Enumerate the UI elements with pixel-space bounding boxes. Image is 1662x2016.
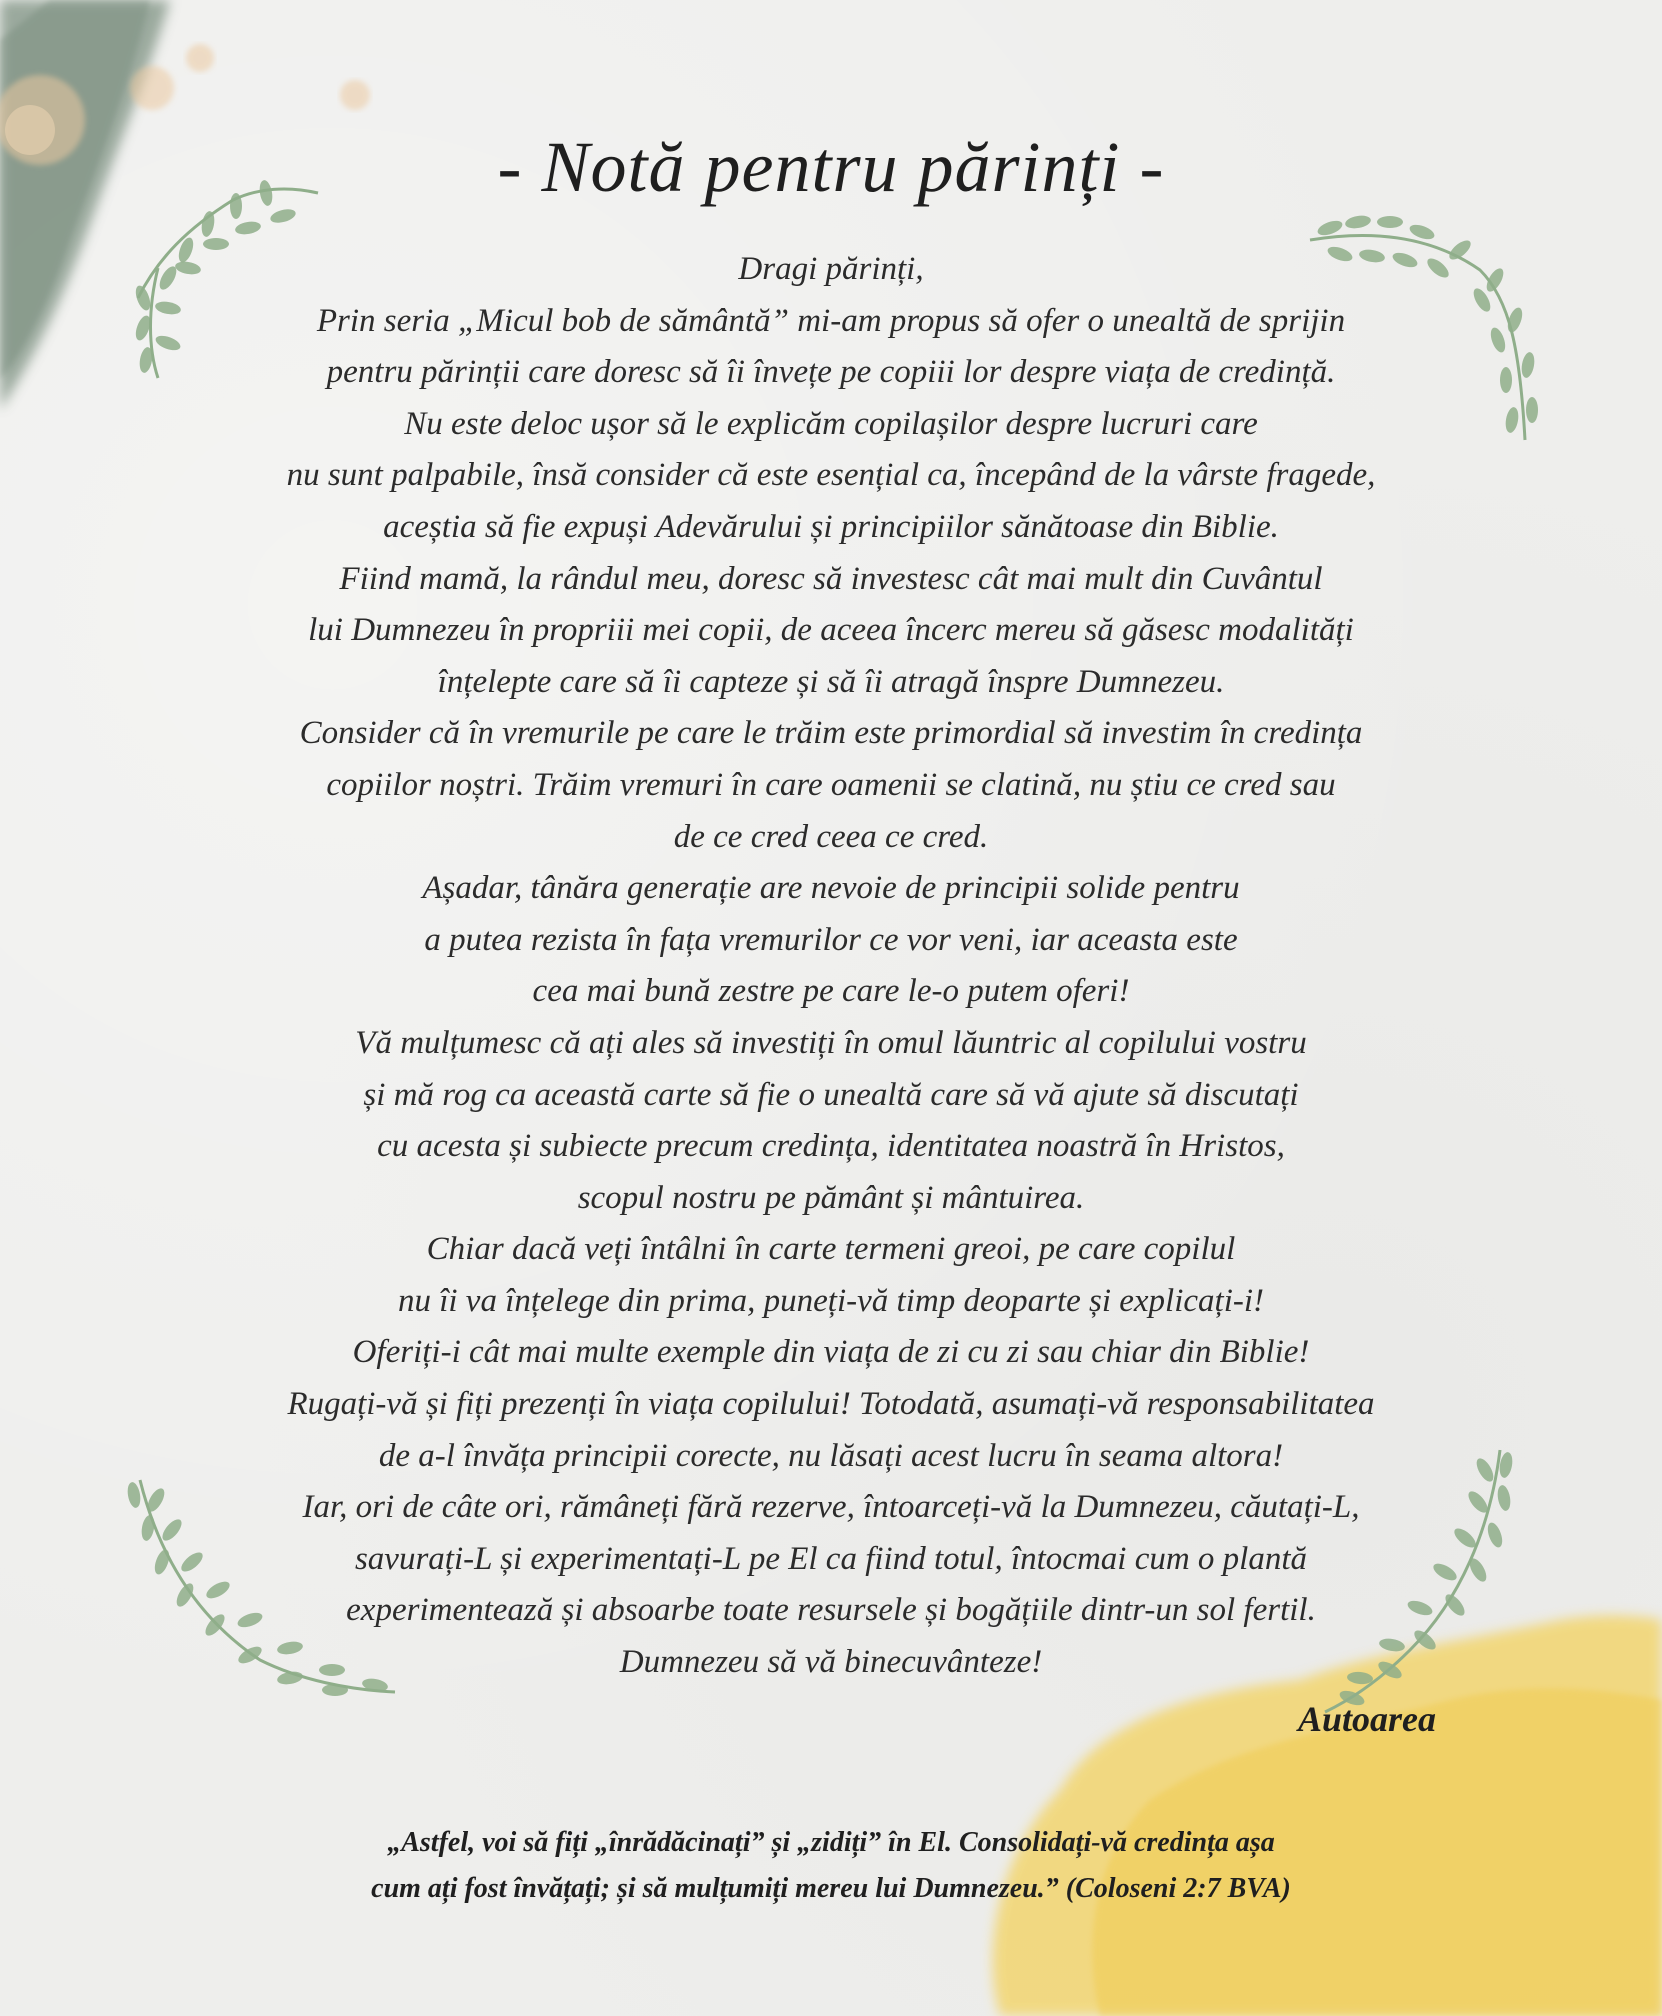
letter-line: Consider că în vremurile pe care le trăim este primordial să investim în credința (299, 715, 1363, 752)
letter-line: Iar, ori de câte ori, rămâneți fără rezerve, întoarceți-vă la Dumnezeu, căutați-L, (302, 1489, 1360, 1526)
letter-line: Dumnezeu să vă binecuvânteze! (619, 1644, 1043, 1681)
letter-line: nu îi va înțelege din prima, puneți-vă timp deoparte și explicați-i! (397, 1282, 1265, 1319)
letter-line: Chiar dacă veți întâlni în carte termeni greoi, pe care copilul (426, 1231, 1236, 1268)
letter-line: experimentează și absoarbe toate resursele și bogățiile dintr-un sol fertil. (346, 1592, 1316, 1629)
letter-line: lui Dumnezeu în propriii mei copii, de aceea încerc mereu să găsesc modalități (308, 612, 1354, 649)
page-title: - Notă pentru părinți - (497, 127, 1165, 207)
letter-line: Rugați-vă și fiți prezenți în viața copilului! Totodată, asumați-vă responsabilitatea (287, 1386, 1375, 1423)
letter-line: cu acesta și subiecte precum credința, identitatea noastră în Hristos, (377, 1128, 1285, 1165)
letter-line: Fiind mamă, la rândul meu, doresc să investesc cât mai mult din Cuvântul (339, 560, 1323, 597)
letter-line: pentru părinții care doresc să îi învețe pe copiii lor despre viața de credință. (326, 354, 1336, 391)
letter-line: de ce cred ceea ce cred. (673, 818, 989, 855)
letter-line: copiilor noștri. Trăim vremuri în care oamenii se clatină, nu știu ce cred sau (326, 766, 1336, 803)
letter-line: și mă rog ca această carte să fie o unealtă care să vă ajute să discutați (363, 1076, 1299, 1113)
letter-line: Vă mulțumesc că ați ales să investiți în omul lăuntric al copilului vostru (355, 1024, 1307, 1061)
letter-line: Așadar, tânăra generație are nevoie de principii solide pentru (422, 870, 1240, 907)
letter-line: a putea rezista în fața vremurilor ce vor veni, iar aceasta este (424, 921, 1238, 958)
letter-line: Prin seria „Micul bob de sământă” mi-am propus să ofer o unealtă de sprijin (316, 302, 1346, 339)
letter-body (150, 244, 1512, 1689)
signature: Autoarea (1297, 1699, 1436, 1739)
letter-line: aceștia să fie expuși Adevărului și principiilor sănătoase din Biblie. (383, 508, 1279, 545)
bible-quote (0, 1820, 1662, 1912)
letter-line: scopul nostru pe pământ și mântuirea. (577, 1179, 1085, 1216)
quote-line: „Astfel, voi să fiți „înrădăcinați” și „zidiți” în El. Consolidați-vă credința așa (387, 1827, 1275, 1858)
letter-line: de a-l învăța principii corecte, nu lăsați acest lucru în seama altora! (378, 1437, 1284, 1474)
quote-line: cum ați fost învățați; și să mulțumiți mereu lui Dumnezeu.” (Coloseni 2:7 BVA) (371, 1873, 1291, 1904)
letter-line: înțelepte care să îi capteze și să îi atragă înspre Dumnezeu. (437, 663, 1225, 700)
letter-line: Oferiți-i cât mai multe exemple din viața de zi cu zi sau chiar din Biblie! (352, 1334, 1310, 1371)
letter-line: savurați-L și experimentați-L pe El ca fiind totul, întocmai cum o plantă (354, 1540, 1308, 1577)
letter-line: Dragi părinți, (738, 251, 924, 287)
letter-line: cea mai bună zestre pe care le-o putem oferi! (532, 973, 1130, 1010)
letter-line: Nu este deloc ușor să le explicăm copilașilor despre lucruri care (404, 405, 1258, 442)
letter-line: nu sunt palpabile, însă consider că este esențial ca, începând de la vârste fragede, (286, 457, 1376, 494)
